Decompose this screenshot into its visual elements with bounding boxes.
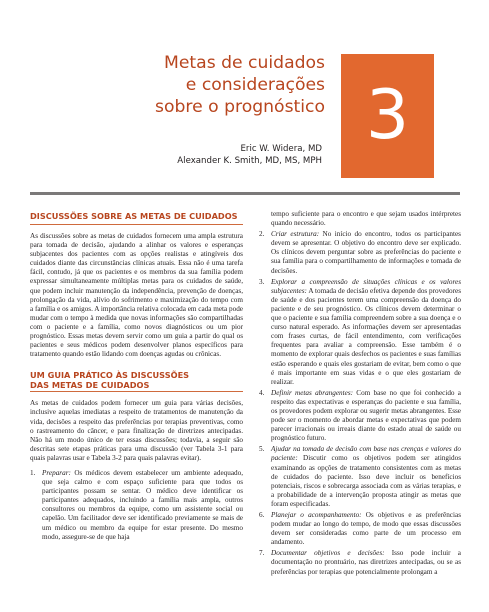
list-item bbox=[259, 445, 461, 509]
list-item-lead: Criar estrutura: bbox=[271, 230, 320, 239]
heading-line: DAS METAS DE CUIDADOS bbox=[30, 380, 243, 392]
right-column bbox=[259, 210, 461, 579]
list-item bbox=[259, 511, 461, 547]
list-number: 6. bbox=[259, 511, 265, 519]
list-item-text: Com base no que foi conhecido a respeito das expectativas e esperanças do paciente e sua família, os provedores podem explorar ou sugerir metas abrangentes. Esse pode ser o momento de abordar metas e expectativas que podem parecer irracionais ou irreais diante do estado atual de saúde ou prognóstico futuro. bbox=[271, 388, 461, 443]
author-name: Eric W. Widera, MD bbox=[240, 144, 322, 154]
chapter-title-line: sobre o prognóstico bbox=[155, 97, 325, 117]
list-item bbox=[259, 278, 461, 387]
list-item-text: Os objetivos e as preferências podem mudar ao longo do tempo, de modo que essas discussões devem ser consideradas como parte de um processo em andamento. bbox=[271, 511, 461, 547]
list-item-text: A tomada de decisão efetiva depende dos provedores de saúde e dos pacientes terem uma compreensão da doença do paciente e de seu prognóstico. Os clínicos devem determinar o que o paciente e sua família compreendem sobre a sua doença e o curso natural esperado. As informações devem ser apresentadas com frases curtas, de fácil entendimento, com verificações frequentes para avaliar a compreensão. Esse também é o momento de explorar quais desfechos os pacientes e suas famílias estão esperando e quais eles gostariam de evitar, bem como o que é mais importante em suas vidas e o que eles gostariam de realizar. bbox=[271, 286, 461, 386]
list-number: 2. bbox=[259, 230, 265, 239]
list-item-lead: Ajudar na tomada de decisão com base nas crenças e valores do paciente: bbox=[271, 445, 461, 463]
list-item-lead: Definir metas abrangentes: bbox=[271, 388, 354, 397]
list-number: 1. bbox=[30, 468, 36, 477]
list-item-text: Os médicos devem estabelecer um ambiente adequado, que seja calmo e com espaço suficiente para que todos os participantes possam se sentar. O médico deve identificar os participantes adequados, incluindo a família mais ampla, outros consultores ou membros da equipe, como um assistente social ou capelão. Um facilitador deve ser identificado previamente se mais de um médico ou membro da equipe for estar presente. Do mesmo modo, assegure-se de que haja bbox=[42, 468, 243, 541]
list-number: 5. bbox=[259, 445, 265, 454]
header-divider bbox=[30, 192, 460, 195]
list-number: 4. bbox=[259, 388, 265, 397]
list-item-lead: Documentar objetivos e decisões: bbox=[271, 549, 385, 558]
left-column bbox=[30, 209, 243, 544]
list-item bbox=[259, 549, 461, 576]
list-item-text: Discutir como os objetivos podem ser atingidos examinando as opções de tratamento consistentes com as metas de cuidados do paciente. Isso deve incluir os benefícios potenciais, riscos e sobrecarga associada com as várias terapias, e a probabilidade de a intervenção proposta atingir as metas que foram especificadas. bbox=[271, 454, 461, 508]
author-name: Alexander K. Smith, MD, MS, MPH bbox=[177, 156, 322, 166]
heading-line: UM GUIA PRÁTICO ÀS DISCUSSÕES bbox=[30, 370, 190, 381]
list-number: 7. bbox=[259, 549, 265, 558]
paragraph-guide: As metas de cuidados podem fornecer um guia para várias decisões, inclusive aquelas imediatas a respeito de tratamentos de manutenção da vida, decisões a respeito das preferências por terapias preventivas, como o rastreamento do câncer, e para finalização de diretrizes antecipadas. Não há um modo único de ter essas discussões; todavia, a seguir são descritas sete etapas práticas para uma discussão (ver Tabela 3-1 para quais palavras usar e Tabela 3-2 para quais palavras evitar). bbox=[30, 399, 243, 462]
list-item-lead: Planejar o acompanhamento: bbox=[271, 511, 362, 519]
chapter-title bbox=[110, 52, 325, 118]
chapter-authors bbox=[150, 143, 322, 167]
list-item bbox=[259, 230, 461, 275]
chapter-title-line: Metas de cuidados bbox=[164, 53, 325, 73]
section-heading-practical-guide bbox=[30, 370, 243, 392]
list-number: 3. bbox=[259, 277, 265, 286]
chapter-title-line: e considerações bbox=[185, 75, 325, 95]
list-item-text: No início do encontro, todos os participantes devem se apresentar. O objetivo do encontro deve ser explicado. Os clínicos devem perguntar sobre as preferências do paciente e sua família para o compartilhamento de informações e tomada de decisões. bbox=[271, 230, 461, 275]
list-continuation: tempo suficiente para o encontro e que sejam usados intérpretes quando necessário. bbox=[271, 210, 461, 228]
list-item-text: Isso pode incluir a documentação no prontuário, nas diretrizes antecipadas, ou se as preferências por terapias que potencialmente prolongam a bbox=[271, 549, 461, 576]
section-heading-goals-of-care: DISCUSSÕES SOBRE AS METAS DE CUIDADOS bbox=[30, 211, 243, 225]
list-item bbox=[259, 389, 461, 444]
list-item-lead: Explorar a compreensão de situações clínicas e os valores subjacentes: bbox=[271, 277, 461, 295]
list-item-lead: Preparar: bbox=[42, 468, 71, 477]
list-item-prepare bbox=[30, 469, 243, 542]
chapter-number-badge: 3 bbox=[341, 54, 434, 178]
paragraph-intro: As discussões sobre as metas de cuidados fornecem uma ampla estrutura para tomada de decisão, ajudando a alinhar os valores e esperanças subjacentes dos pacientes com as opções realistas e atingíveis dos cuidados diante das circunstâncias clínicas atuais. Essa não é uma tarefa fácil, contudo, já que os pacientes e os membros da sua família podem expressar simultaneamente múltiplas metas para os cuidados de saúde, que podem incluir manutenção da independência, prevenção de doenças, prolongação da vida, alívio do sofrimento e maximização do tempo com a família e os amigos. A importância relativa colocada em cada meta pode mudar com o tempo à medida que novas informações são compartilhadas com o paciente e a família, como novos diagnósticos ou um pior prognóstico. Essas metas devem servir como um guia a partir do qual os pacientes e seus médicos podem desenvolver planos específicos para tratamento quando estão lidando com doenças agudas ou crônicas. bbox=[30, 232, 243, 359]
